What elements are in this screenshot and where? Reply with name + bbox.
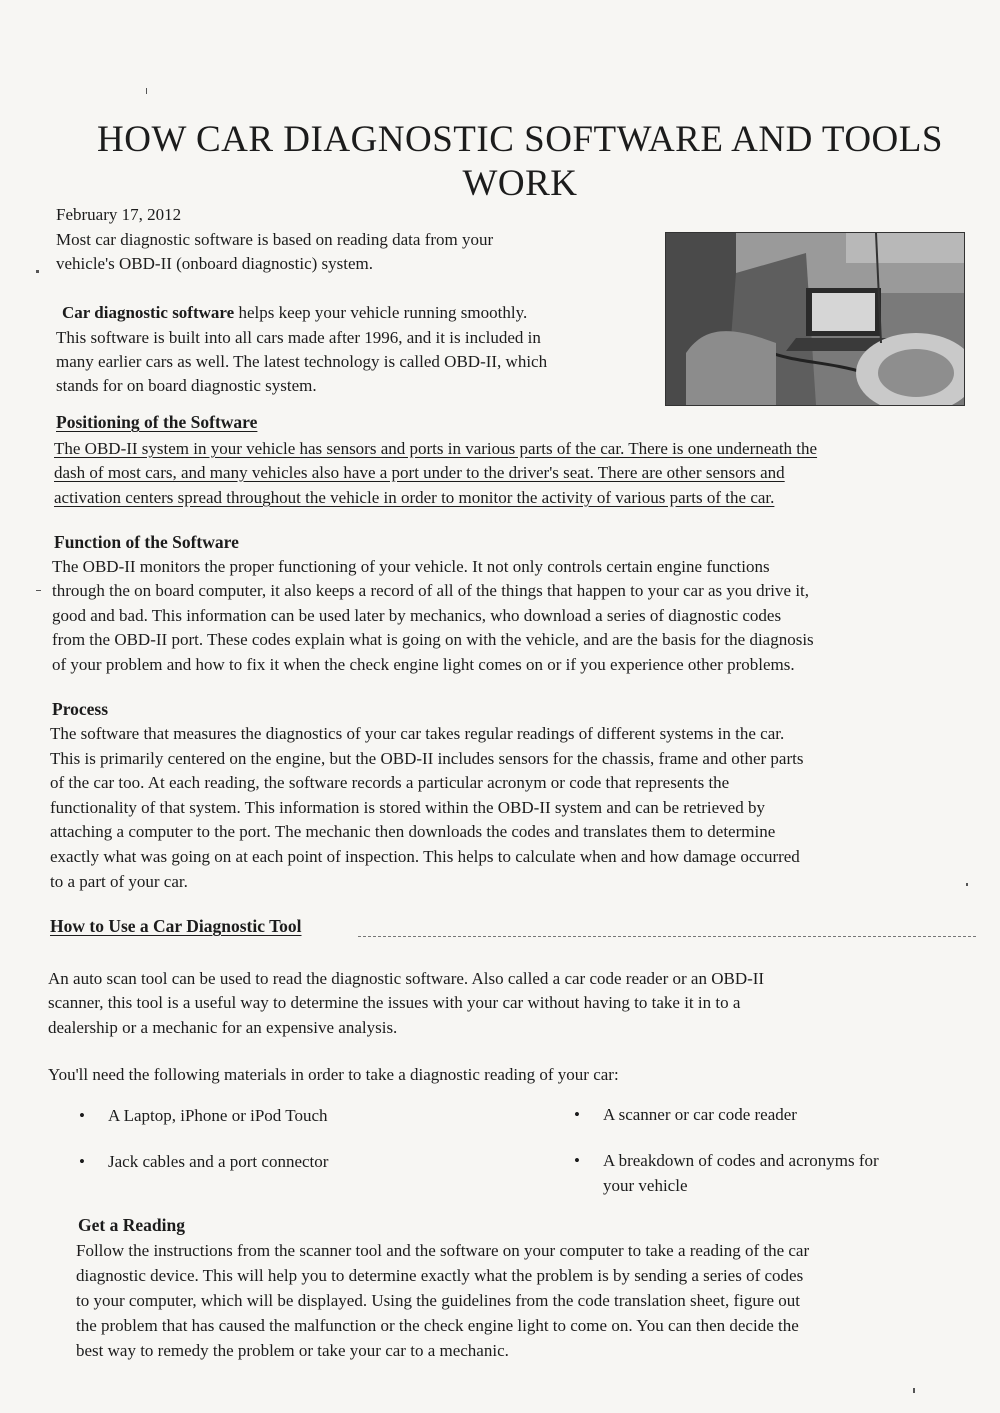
- reading-line-3: to your computer, which will be displayed. Using the guidelines from the code translation sheet, figure out: [76, 1291, 801, 1310]
- intro-line-1: Most car diagnostic software is based on reading data from your: [56, 230, 494, 249]
- material-cables-text: Jack cables and a port connector: [108, 1152, 329, 1171]
- function-heading: Function of the Software: [54, 532, 239, 552]
- material-bullet-scanner: [574, 1103, 797, 1128]
- material-codes-text-line-1: A breakdown of codes and acronyms for: [603, 1151, 879, 1170]
- howto-heading: How to Use a Car Diagnostic Tool: [50, 916, 302, 936]
- reading-line-1: Follow the instructions from the scanner tool and the software on your computer to take a reading of the car: [76, 1241, 810, 1260]
- page-title: HOW CAR DIAGNOSTIC SOFTWARE AND TOOLS WORK: [97, 119, 943, 204]
- positioning-heading: Positioning of the Software: [56, 412, 258, 432]
- scan-speck: [36, 270, 39, 273]
- howto-line-1: An auto scan tool can be used to read the diagnostic software. Also called a car code reader or an OBD-II: [48, 969, 765, 988]
- process-line-1: The software that measures the diagnostics of your car takes regular readings of different systems in the car.: [50, 724, 785, 743]
- para2-line-4: stands for on board diagnostic system.: [56, 376, 317, 395]
- para2-line-1: [62, 301, 527, 326]
- process-line-3: of the car too. At each reading, the software records a particular acronym or code that represents the: [50, 773, 730, 792]
- material-bullet-codes: [574, 1149, 879, 1198]
- process-line-5: attaching a computer to the port. The mechanic then downloads the codes and translates them to determine: [50, 822, 776, 841]
- reading-line-4: the problem that has caused the malfunction or the check engine light to come on. You can then decide the: [76, 1316, 799, 1335]
- howto-line-3: dealership or a mechanic for an expensive analysis.: [48, 1018, 398, 1037]
- para2-bold-lead: Car diagnostic software: [62, 303, 235, 322]
- process-heading: Process: [52, 699, 109, 719]
- process-line-7: to a part of your car.: [50, 872, 188, 891]
- material-codes-text-line-2: your vehicle: [603, 1175, 688, 1195]
- para2-line-3: many earlier cars as well. The latest technology is called OBD-II, which: [56, 352, 548, 371]
- scan-speck: [966, 883, 968, 886]
- material-scanner-text: A scanner or car code reader: [603, 1105, 797, 1124]
- para2-line-2: This software is built into all cars made after 1996, and it is included in: [56, 328, 541, 347]
- function-line-1: The OBD-II monitors the proper functioning of your vehicle. It not only controls certain engine functions: [52, 557, 770, 576]
- function-line-5: of your problem and how to fix it when the check engine light comes on or if you experience other problems.: [52, 655, 795, 674]
- material-bullet-laptop: [79, 1104, 328, 1129]
- bullet-dot: •: [79, 1152, 85, 1171]
- bullet-dot: •: [574, 1151, 580, 1170]
- process-line-4: functionality of that system. This information is stored within the OBD-II system and can be retrieved by: [50, 798, 765, 817]
- reading-line-2: diagnostic device. This will help you to determine exactly what the problem is by sending a series of codes: [76, 1266, 804, 1285]
- photo-illustration: [666, 233, 964, 405]
- reading-line-5: best way to remedy the problem or take your car to a mechanic.: [76, 1341, 509, 1360]
- bullet-dot: •: [574, 1105, 580, 1124]
- howto-dashed-rule: [358, 936, 976, 937]
- material-bullet-cables: [79, 1150, 329, 1175]
- function-line-3: good and bad. This information can be used later by mechanics, who download a series of diagnostic codes: [52, 606, 782, 625]
- scan-speck: [913, 1388, 915, 1393]
- positioning-line-2: dash of most cars, and many vehicles also have a port under to the driver's seat. There are other sensors and: [54, 463, 785, 482]
- function-line-2: through the on board computer, it also keeps a record of all of the things that happen to your car as you drive it,: [52, 581, 810, 600]
- material-laptop-text: A Laptop, iPhone or iPod Touch: [108, 1106, 328, 1125]
- process-line-6: exactly what was going on at each point of inspection. This helps to calculate when and how damage occurred: [50, 847, 800, 866]
- positioning-line-1: The OBD-II system in your vehicle has sensors and ports in various parts of the car. There is one underneath the: [54, 439, 818, 458]
- intro-line-2: vehicle's OBD-II (onboard diagnostic) system.: [56, 254, 374, 273]
- para2-line-1-rest: helps keep your vehicle running smoothly.: [234, 303, 528, 322]
- article-date: February 17, 2012: [56, 205, 182, 224]
- function-line-4: from the OBD-II port. These codes explain what is going on with the vehicle, and are the basis for the diagnosis: [52, 630, 814, 649]
- howto-line-2: scanner, this tool is a useful way to determine the issues with your car without having to take it in to a: [48, 993, 741, 1012]
- mechanic-laptop-photo: [665, 232, 965, 406]
- scan-speck: [146, 88, 147, 94]
- materials-intro: You'll need the following materials in order to take a diagnostic reading of your car:: [48, 1065, 619, 1084]
- bullet-dot: •: [79, 1106, 85, 1125]
- reading-heading: Get a Reading: [78, 1215, 185, 1235]
- scan-speck: [36, 590, 41, 591]
- process-line-2: This is primarily centered on the engine, but the OBD-II includes sensors for the chassis, frame and other parts: [50, 749, 804, 768]
- positioning-line-3: activation centers spread throughout the vehicle in order to monitor the activity of various parts of the car.: [54, 488, 775, 507]
